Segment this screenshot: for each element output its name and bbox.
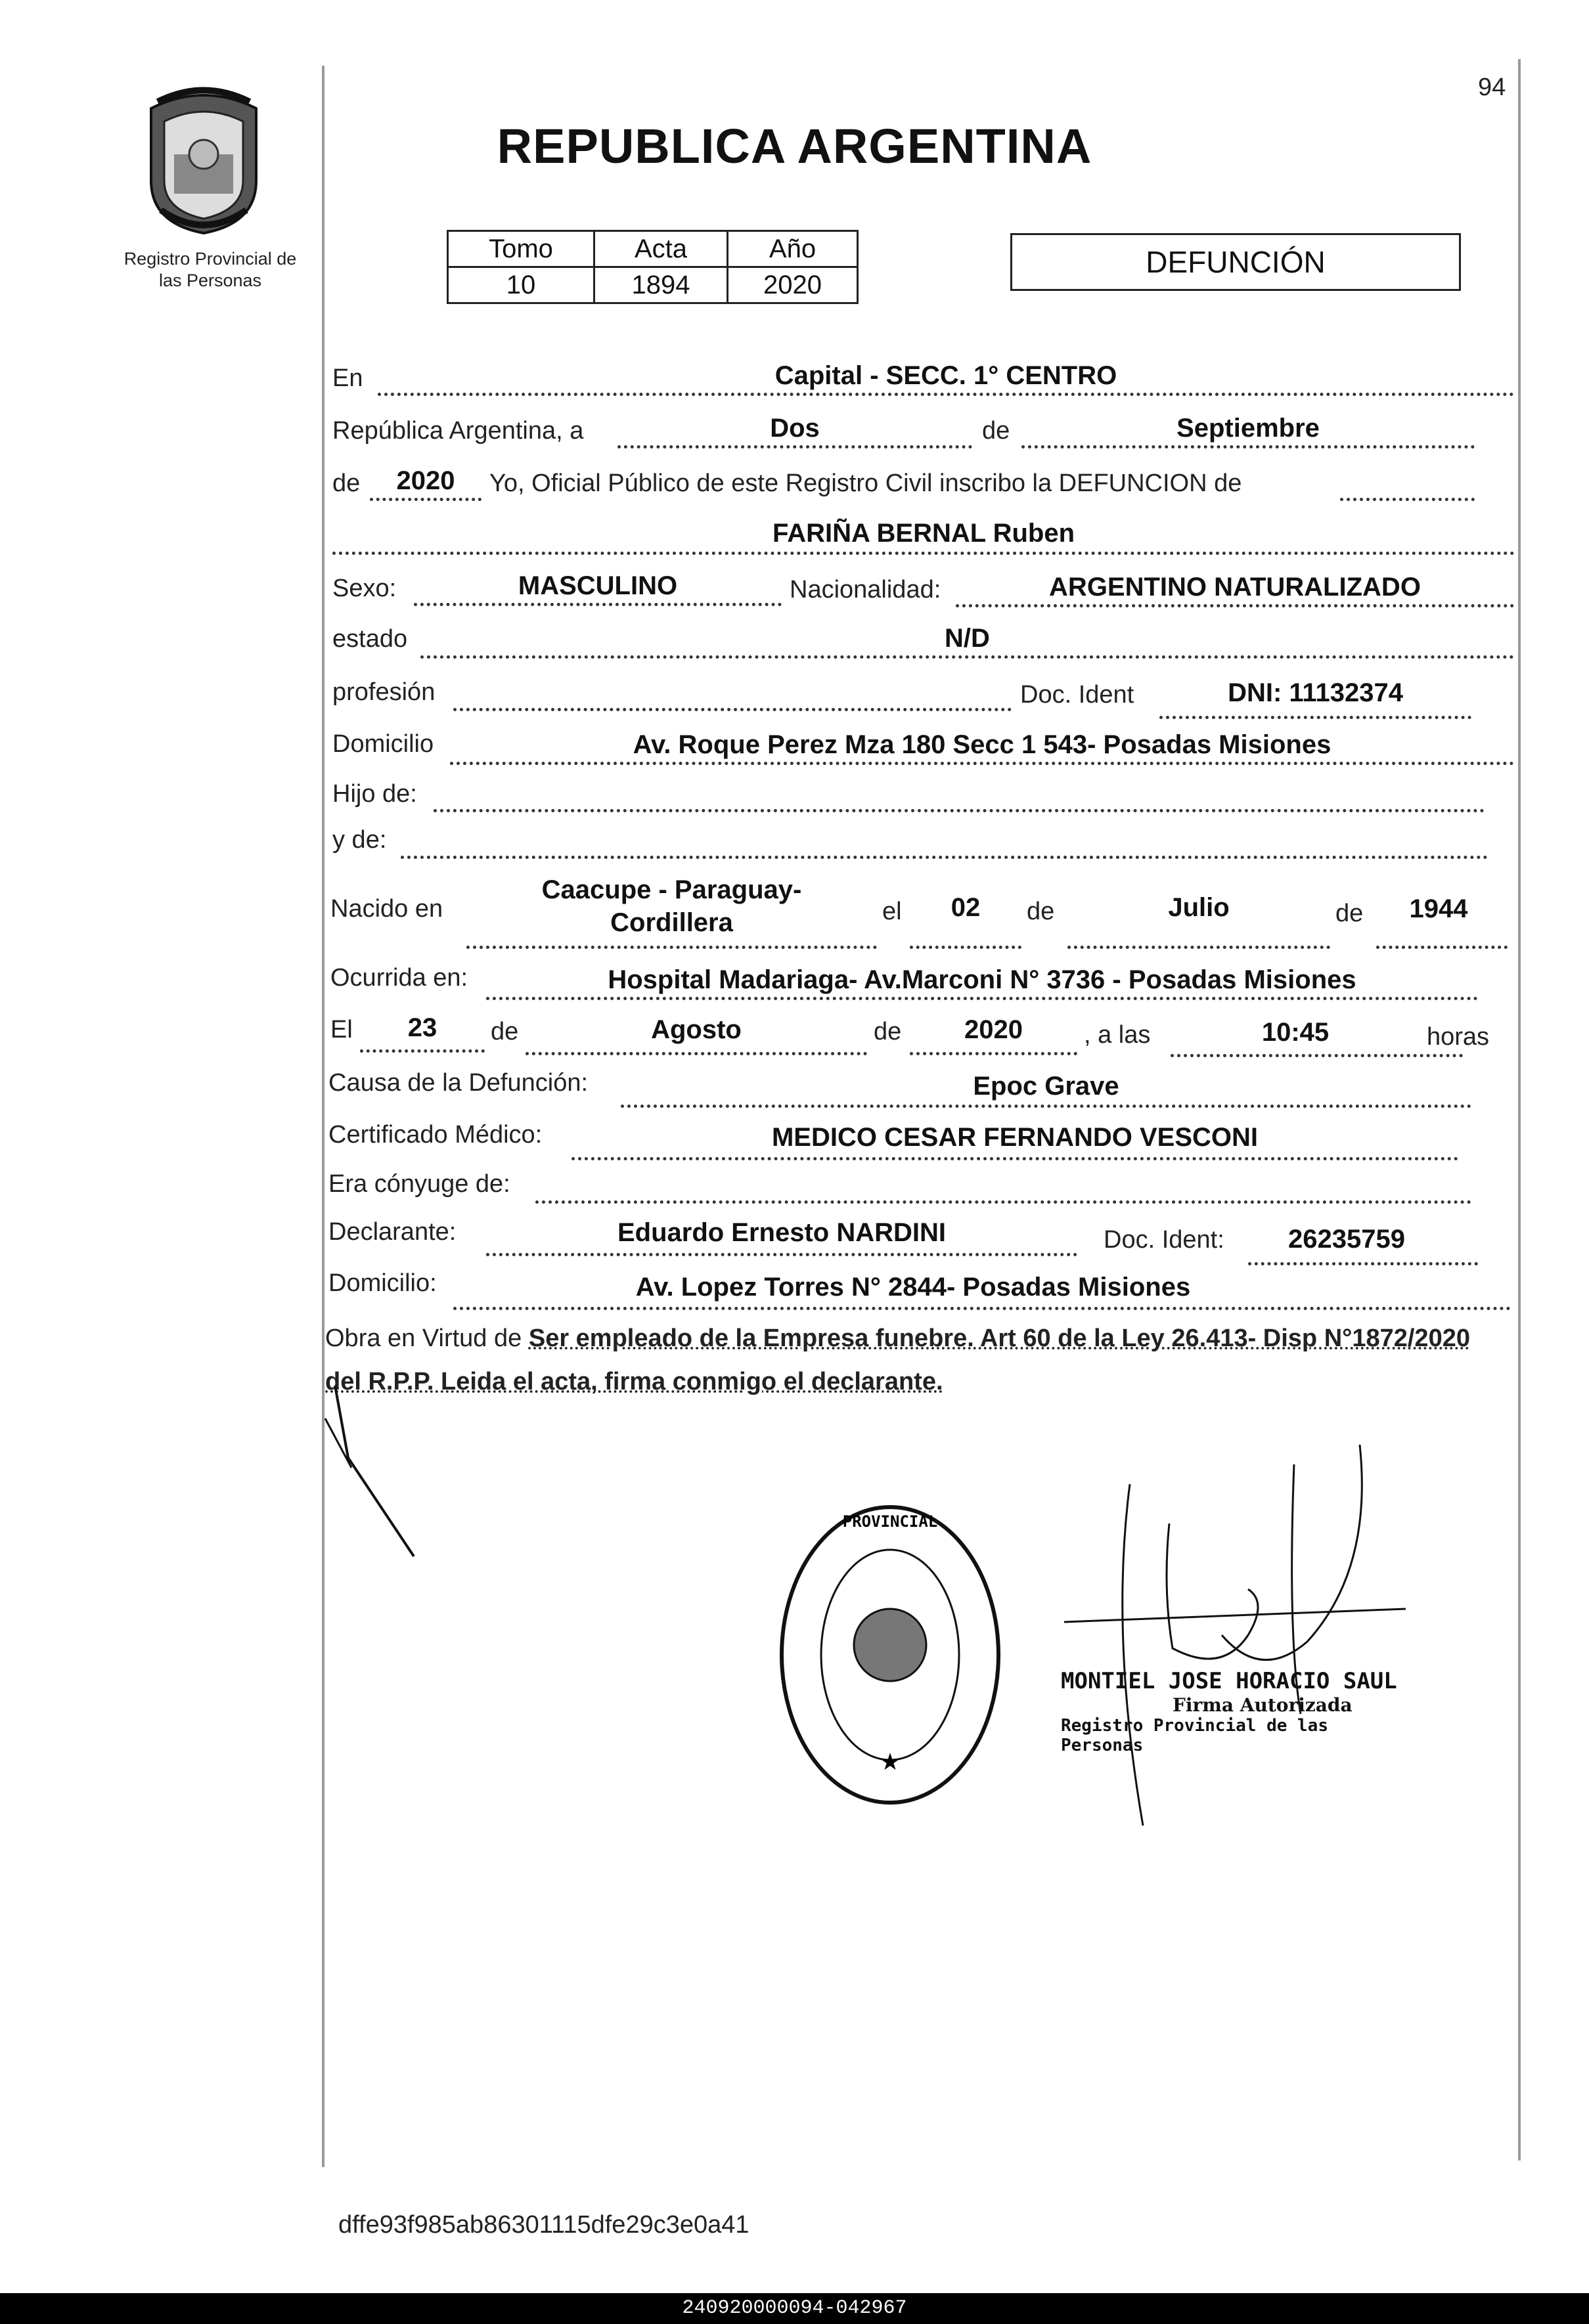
label-de-2: de xyxy=(332,470,361,497)
value-declarant-address: Av. Lopez Torres N° 2844- Posadas Misiones xyxy=(635,1273,1191,1302)
signature-icon xyxy=(1051,1438,1419,1832)
label-de-6: de xyxy=(874,1018,902,1045)
page-number: 94 xyxy=(1478,74,1506,101)
label-causa: Causa de la Defunción: xyxy=(328,1069,589,1097)
value-day-word: Dos xyxy=(770,414,820,443)
label-republica: República Argentina, a xyxy=(332,417,584,445)
page-title: REPUBLICA ARGENTINA xyxy=(497,119,1092,173)
value-address: Av. Roque Perez Mza 180 Secc 1 543- Posadas Misiones xyxy=(633,730,1332,759)
label-el-cap: El xyxy=(330,1016,353,1043)
signatory-name: MONTIEL JOSE HORACIO SAUL xyxy=(1061,1668,1397,1694)
label-horas: horas xyxy=(1427,1023,1490,1051)
record-type-box: DEFUNCIÓN xyxy=(1010,233,1461,291)
value-death-month: Agosto xyxy=(651,1015,742,1044)
label-domicilio-declarante: Domicilio: xyxy=(328,1269,437,1297)
value-medical-certificate: MEDICO CESAR FERNANDO VESCONI xyxy=(771,1123,1259,1152)
signatory-block xyxy=(1061,1668,1402,1755)
label-nacionalidad: Nacionalidad: xyxy=(790,576,941,603)
left-margin-line xyxy=(322,66,325,2167)
value-nationality: ARGENTINO NATURALIZADO xyxy=(1049,573,1421,602)
label-conyuge: Era cónyuge de: xyxy=(328,1170,510,1198)
value-birth-day: 02 xyxy=(951,893,981,922)
value-document: DNI: 11132374 xyxy=(1228,678,1403,707)
label-domicilio: Domicilio xyxy=(332,730,434,758)
value-obra-text: Ser empleado de la Empresa funebre. Art 60 de la Ley 26.413- Disp N°1872/2020 del R.P.P. Leida el acta, firma conmigo el declarante. xyxy=(325,1325,1470,1395)
svg-text:PROVINCIAL: PROVINCIAL xyxy=(842,1512,938,1531)
value-declarant: Eduardo Ernesto NARDINI xyxy=(617,1218,947,1247)
value-marital-status: N/D xyxy=(945,624,990,653)
label-estado: estado xyxy=(332,625,408,653)
footer-id-bar: 240920000094-042967 xyxy=(0,2293,1589,2324)
value-acta: 1894 xyxy=(594,267,728,303)
label-doc-ident-colon: Doc. Ident: xyxy=(1104,1226,1224,1254)
document-hash: dffe93f985ab86301115dfe29c3e0a41 xyxy=(338,2211,750,2239)
label-ocurrida-en: Ocurrida en: xyxy=(330,964,468,992)
value-birth-month: Julio xyxy=(1168,893,1230,922)
value-month: Septiembre xyxy=(1176,414,1320,443)
value-year: 2020 xyxy=(396,466,455,495)
label-hijo-de: Hijo de: xyxy=(332,780,417,808)
svg-text:★: ★ xyxy=(879,1749,901,1776)
header-anio: Año xyxy=(728,231,858,267)
label-doc-ident: Doc. Ident xyxy=(1020,681,1134,709)
header-tomo: Tomo xyxy=(448,231,594,267)
value-deceased-name: FARIÑA BERNAL Ruben xyxy=(772,519,1075,548)
value-tomo: 10 xyxy=(448,267,594,303)
value-death-year: 2020 xyxy=(964,1015,1023,1044)
label-de-3: de xyxy=(1027,898,1055,925)
label-certificado: Certificado Médico: xyxy=(328,1121,543,1149)
value-anio: 2020 xyxy=(728,267,858,303)
delegation-stamp xyxy=(775,1497,1005,1812)
signatory-title: Firma Autorizada xyxy=(1173,1694,1353,1716)
record-table xyxy=(447,230,859,304)
value-birth-year: 1944 xyxy=(1409,894,1468,923)
signatory-office: Registro Provincial de las Personas xyxy=(1061,1716,1328,1755)
label-de-5: de xyxy=(491,1018,519,1045)
label-el: el xyxy=(882,898,902,925)
value-declarant-doc: 26235759 xyxy=(1288,1225,1405,1254)
right-margin-line xyxy=(1518,59,1521,2160)
obra-paragraph: Obra en Virtud de Ser empleado de la Empresa funebre. Art 60 de la Ley 26.413- Disp N°1872/2020 del R.P.P. Leida el acta, firma conmigo el declarante. xyxy=(325,1325,1470,1395)
label-y-de: y de: xyxy=(332,826,387,854)
label-sexo: Sexo: xyxy=(332,575,397,602)
value-death-place: Hospital Madariaga- Av.Marconi N° 3736 - Posadas Misiones xyxy=(608,965,1356,994)
label-en: En xyxy=(332,364,363,392)
label-a-las: , a las xyxy=(1084,1021,1151,1049)
value-sex: MASCULINO xyxy=(518,571,678,600)
value-cause: Epoc Grave xyxy=(973,1072,1119,1101)
value-death-day: 23 xyxy=(407,1013,437,1042)
label-de-1: de xyxy=(982,417,1010,445)
label-declarante: Declarante: xyxy=(328,1218,457,1246)
label-profesion: profesión xyxy=(332,678,436,706)
header-acta: Acta xyxy=(594,231,728,267)
value-birth-place: Caacupe - Paraguay- Cordillera xyxy=(541,875,802,937)
label-nacido-en: Nacido en xyxy=(330,895,443,923)
label-de-4: de xyxy=(1335,900,1364,927)
label-yo-oficial: Yo, Oficial Público de este Registro Civil inscribo la DEFUNCION de xyxy=(489,470,1242,497)
value-location: Capital - SECC. 1° CENTRO xyxy=(774,361,1117,390)
check-mark-icon xyxy=(322,1379,427,1563)
registry-name: Registro Provincial de las Personas xyxy=(123,249,297,290)
value-death-time: 10:45 xyxy=(1261,1018,1330,1047)
